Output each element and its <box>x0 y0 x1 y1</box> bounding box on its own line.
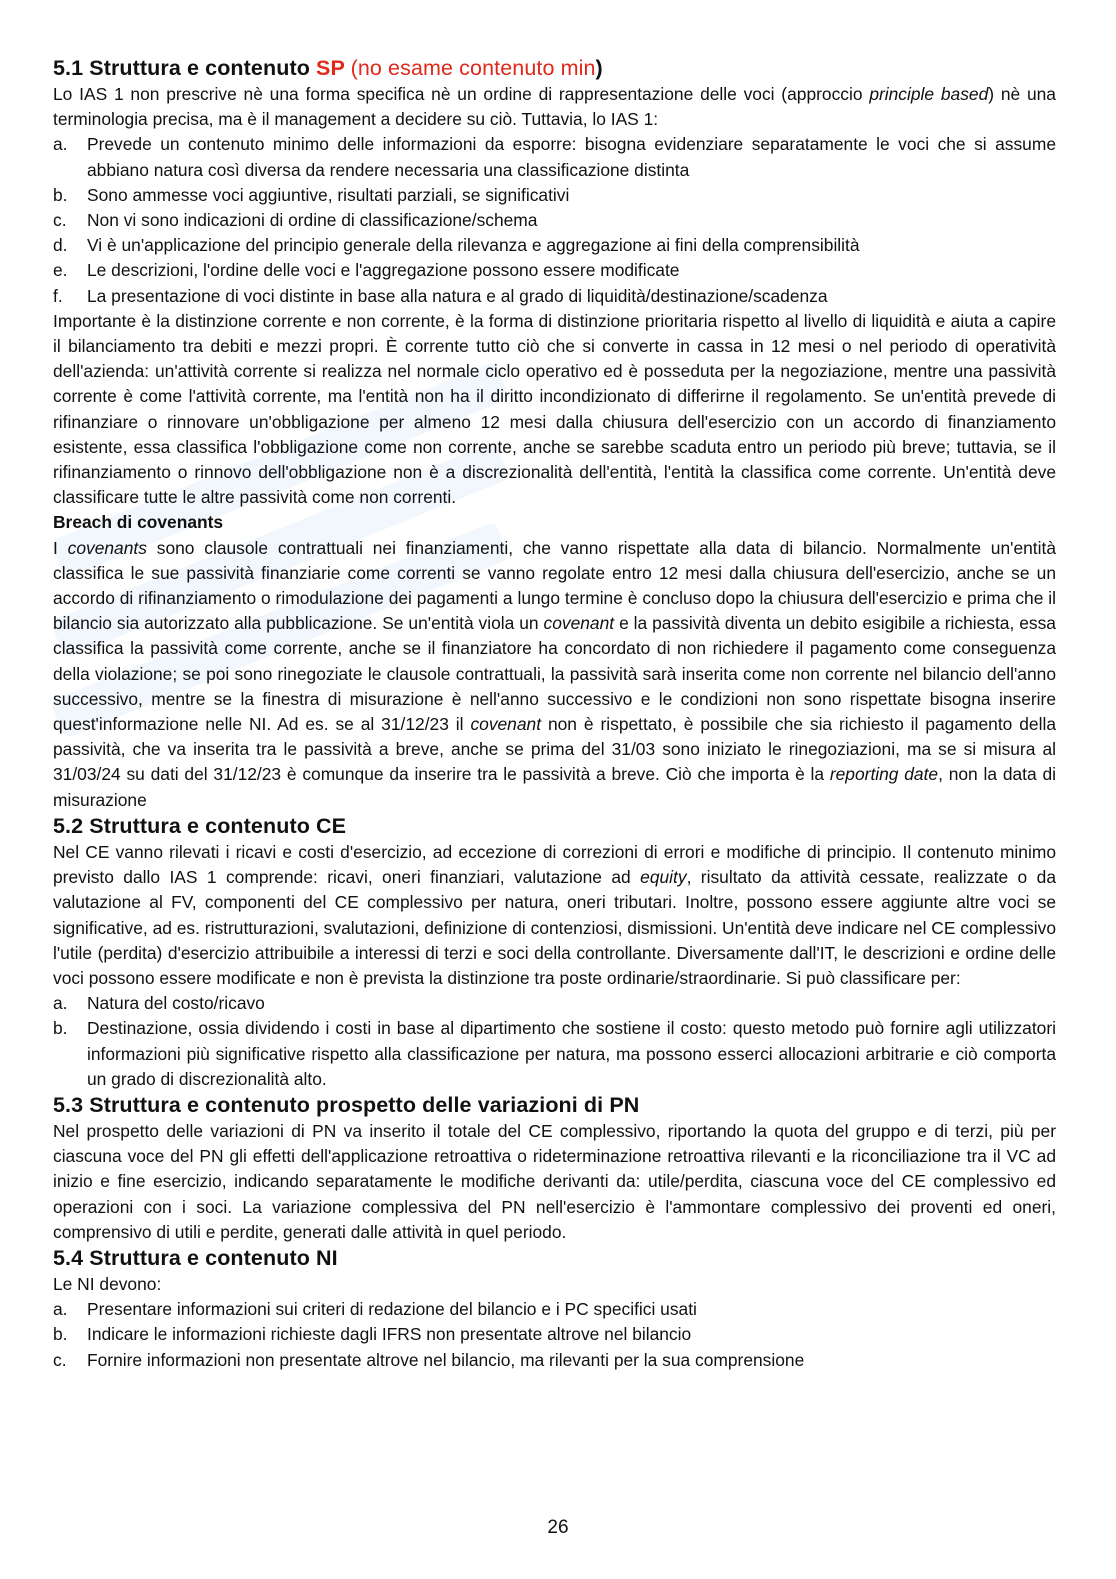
list-item: a. Presentare informazioni sui criteri di redazione del bilancio e i PC specifici usati <box>53 1299 697 1320</box>
section-5-3-paragraph: Nel prospetto delle variazioni di PN va inserito il totale del CE complessivo, riportando la quota del gruppo e di terzi, più per ciascuna voce del PN gli effetti dell'applicazione retroattiva o rideterminazione retroattiva rilevanti e la riconciliazione tra il VC ad inizio e fine esercizio, indicando separatamente le modifiche derivanti da: utile/perdita, ciascuna voce del CE complessivo ed operazioni con i soci. La variazione complessiva del PN nell'esercizio è l'ammontare complessivo dei proventi ed oneri, comprensivo di utili e perdite, generati dalle attività in quel periodo. <box>53 1120 1056 1242</box>
section-5-2-paragraph: Nel CE vanno rilevati i ricavi e costi d'esercizio, ad eccezione di correzioni di errori e modifiche di principio. Il contenuto minimo previsto dallo IAS 1 comprende: ricavi, oneri finanziari, valutazione ad equity, risultato da attività cessate, realizzate o da valutazione al FV, componenti del CE complessivo per natura, oneri tributari. Inoltre, possono essere aggiunte altre voci se significative, ad es. ristrutturazioni, svalutazioni, definizione di contenziosi, dismissioni. Un'entità deve indicare nel CE complessivo l'utile (perdita) d'esercizio attribuibile a interessi di terzi e soci della controllante. Diversamente dall'IT, le descrizioni e ordine delle voci possono essere modificate e non è prevista la distinzione tra poste ordinarie/straordinarie. Si può classificare per: <box>53 841 1056 988</box>
list-item: b. Indicare le informazioni richieste dagli IFRS non presentate altrove nel bilancio <box>53 1324 692 1345</box>
heading-sp-highlight: SP <box>316 56 345 80</box>
section-5-3-heading: 5.3 Struttura e contenuto prospetto delle variazioni di PN <box>53 1092 640 1117</box>
section-5-4-lead: Le NI devono: <box>53 1273 162 1294</box>
document-page <box>53 55 1056 1373</box>
list-item: b. Destinazione, ossia dividendo i costi in base al dipartimento che sostiene il costo: questo metodo può fornire agli utilizzatori informazioni più significative rispetto alla classificazione per natura, ma possono esserci allocazioni arbitrarie e ciò comporta un grado di discrezionalità alto. <box>53 1018 1056 1089</box>
section-5-1-heading: 5.1 Struttura e contenuto SP (no esame contenuto min) <box>53 56 603 80</box>
section-5-4-heading: 5.4 Struttura e contenuto NI <box>53 1245 338 1270</box>
section-5-1-intro: Lo IAS 1 non prescrive nè una forma specifica nè un ordine di rappresentazione delle voci (approccio principle based) nè una terminologia precisa, ma è il management a decidere su ciò. Tuttavia, lo IAS 1: <box>53 84 1056 130</box>
list-item: a. Prevede un contenuto minimo delle informazioni da esporre: bisogna evidenziare separatamente le voci che si assume abbiano natura così diversa da rendere necessaria una classificazione distinta <box>53 134 1056 180</box>
heading-note: (no esame contenuto min <box>350 56 596 80</box>
list-item: c. Fornire informazioni non presentate altrove nel bilancio, ma rilevanti per la sua comprensione <box>53 1349 805 1370</box>
section-5-2-list <box>53 991 1056 1092</box>
list-item: c. Non vi sono indicazioni di ordine di classificazione/schema <box>53 210 538 231</box>
section-5-1-list <box>53 132 1056 308</box>
list-item: b. Sono ammesse voci aggiuntive, risultati parziali, se significativi <box>53 184 570 205</box>
section-5-4-list <box>53 1297 1056 1373</box>
section-5-2-heading: 5.2 Struttura e contenuto CE <box>53 813 347 838</box>
corrente-paragraph: Importante è la distinzione corrente e non corrente, è la forma di distinzione prioritaria rispetto al livello di liquidità e aiuta a capire il bilanciamento tra debiti e mezzi propri. È corrente tutto ciò che si converte in cassa in 12 mesi o nel periodo di operatività dell'azienda: un'attività corrente si realizza nel normale ciclo operativo ed è posseduta per la negoziazione, mentre una passività corrente è come l'attività corrente, ma l'entità non ha il diritto incondizionato di differirne il regolamento. Se un'entità prevede di rifinanziare o rinnovare un'obbligazione per almeno 12 mesi dalla chiusura dell'esercizio con un accordo di finanziamento esistente, essa classifica l'obbligazione come non corrente, anche se sarebbe scaduta entro un periodo più breve; tuttavia, se il rifinanziamento o rinnovo dell'obbligazione non è a discrezionalità dell'entità, l'entità la classifica come corrente. Un'entità deve classificare tutte le altre passività come non correnti. <box>53 310 1056 508</box>
list-item: d. Vi è un'applicazione del principio generale della rilevanza e aggregazione ai fini della comprensibilità <box>53 235 860 256</box>
list-item: a. Natura del costo/ricavo <box>53 993 265 1014</box>
list-item: e. Le descrizioni, l'ordine delle voci e l'aggregazione possono essere modificate <box>53 260 680 281</box>
page-number: 26 <box>547 1517 569 1538</box>
list-item: f. La presentazione di voci distinte in base alla natura e al grado di liquidità/destinazione/scadenza <box>53 285 828 306</box>
breach-paragraph: I covenants sono clausole contrattuali nei finanziamenti, che vanno rispettate alla data di bilancio. Normalmente un'entità classifica le sue passività finanziarie come correnti se vanno regolate entro 12 mesi dalla chiusura dell'esercizio, anche se un accordo di rifinanziamento o rimodulazione dei pagamenti a lungo termine è concluso dopo la chiusura dell'esercizio e prima che il bilancio sia autorizzato alla pubblicazione. Se un'entità viola un covenant e la passività diventa un debito esigibile a richiesta, essa classifica la passività come corrente, anche se il finanziatore ha concordato di non richiedere il pagamento come conseguenza della violazione; se poi sono rinegoziate le clausole contrattuali, la passività sarà inserita come non corrente nel bilancio dell'anno successivo, mentre se la finestra di misurazione è nell'anno successivo e le condizioni non sono rispettate bisogna inserire quest'informazione nelle NI. Ad es. se al 31/12/23 il covenant non è rispettato, è possibile che sia richiesto il pagamento della passività, che va inserita tra le passività a breve, anche se prima del 31/03 sono iniziato le rinegoziazioni, ma se si misura al 31/03/24 su dati del 31/12/23 è comunque da inserire tra le passività a breve. Ciò che importa è la reporting date, non la data di misurazione <box>53 537 1057 810</box>
breach-subheading: Breach di covenants <box>53 512 224 533</box>
